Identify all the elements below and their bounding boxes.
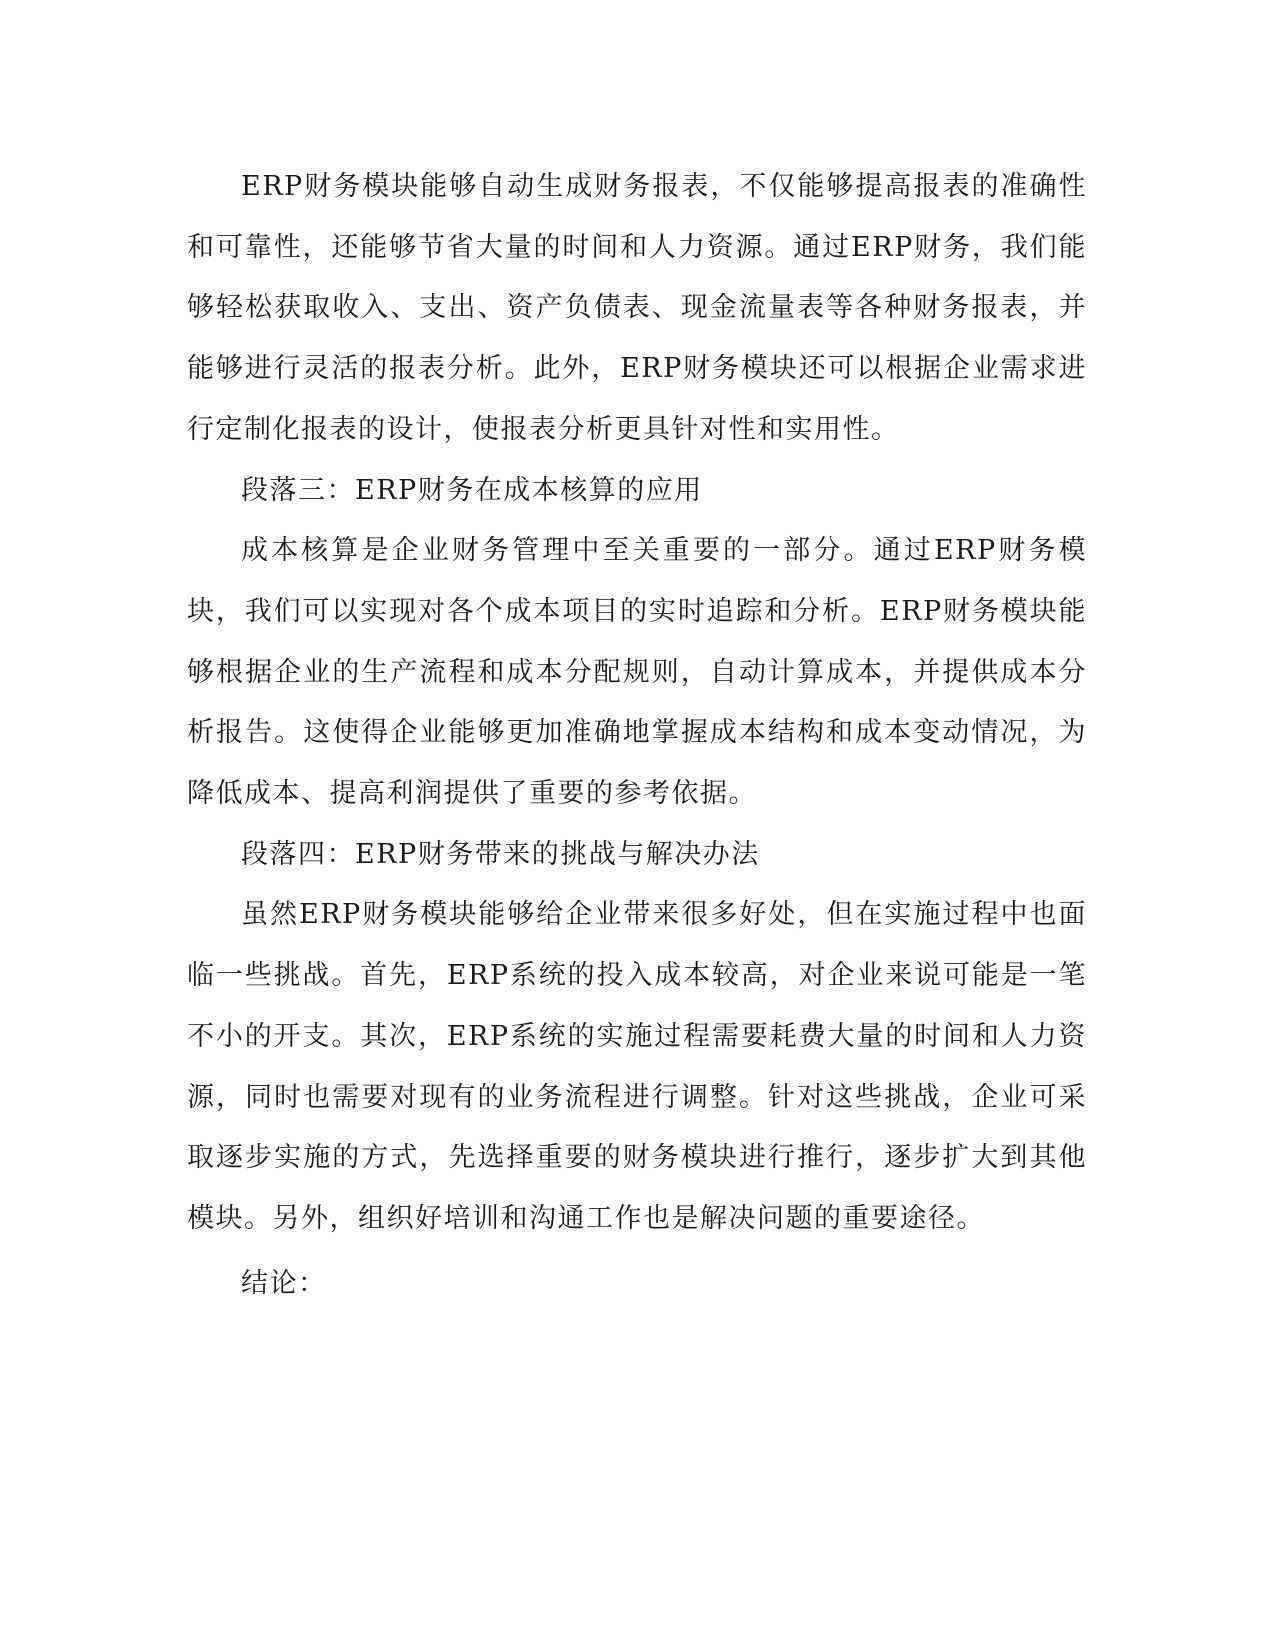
heading-conclusion: 结论： — [241, 1267, 327, 1299]
paragraph-challenges: 虽然ERP财务模块能够给企业带来很多好处，但在实施过程中也面临一些挑战。首先，ERP系统的投入成本较高，对企业来说可能是一笔不小的开支。其次，ERP系统的实施过程需要耗费大量的时间和人力资源，同时也需要对现有的业务流程进行调整。针对这些挑战，企业可采取逐步实施的方式，先选择重要的财务模块进行推行，逐步扩大到其他模块。另外，组织好培训和沟通工作也是解决问题的重要途径。 — [187, 899, 1087, 1234]
paragraph-financial-reports: ERP财务模块能够自动生成财务报表，不仅能够提高报表的准确性和可靠性，还能够节省大量的时间和人力资源。通过ERP财务，我们能够轻松获取收入、支出、资产负债表、现金流量表等各种财务报表，并能够进行灵活的报表分析。此外，ERP财务模块还可以根据企业需求进行定制化报表的设计，使报表分析更具针对性和实用性。 — [187, 171, 1087, 445]
paragraph-cost-accounting: 成本核算是企业财务管理中至关重要的一部分。通过ERP财务模块，我们可以实现对各个成本项目的实时追踪和分析。ERP财务模块能够根据企业的生产流程和成本分配规则，自动计算成本，并提供成本分析报告。这使得企业能够更加准确地掌握成本结构和成本变动情况，为降低成本、提高利润提供了重要的参考依据。 — [187, 535, 1087, 810]
document-body — [187, 157, 1087, 1314]
heading-section-three: 段落三：ERP财务在成本核算的应用 — [241, 474, 703, 506]
heading-section-four: 段落四：ERP财务带来的挑战与解决办法 — [241, 838, 760, 870]
